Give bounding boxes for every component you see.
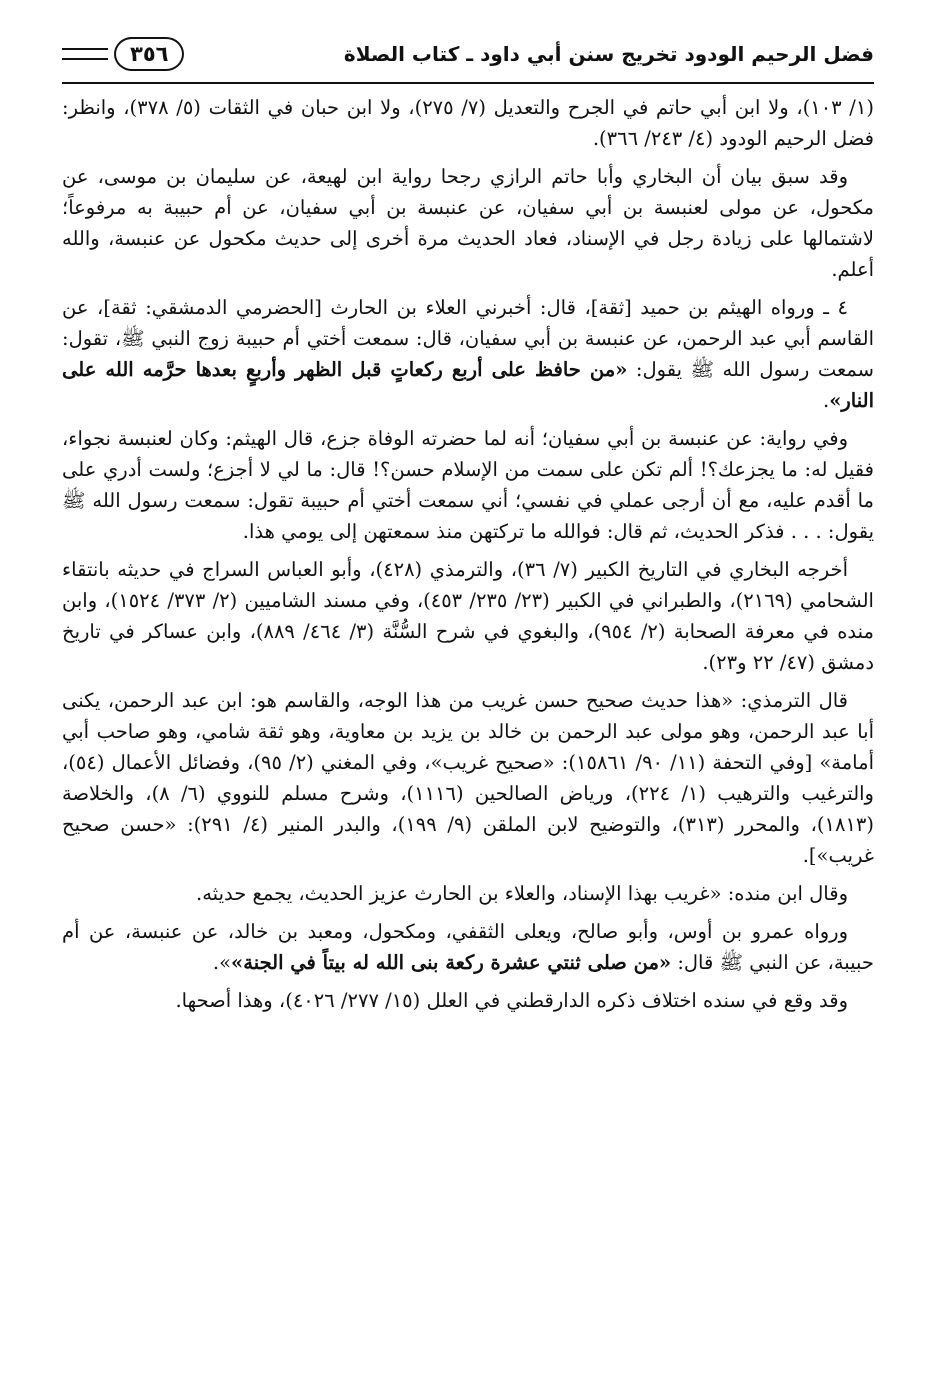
paragraph-text: ».	[212, 951, 232, 974]
hadith-text: «من حافظ على أربع ركعاتٍ قبل الظهر وأربعٍ بعدها حرَّمه الله على النار»	[62, 358, 874, 412]
paragraph	[62, 985, 874, 1016]
paragraph-text: قال الترمذي: «هذا حديث صحيح حسن غريب من هذا الوجه، والقاسم هو: ابن عبد الرحمن، يكنى أبا عبد الرحمن، وهو مولى عبد الرحمن بن خالد بن يزيد بن معاوية، وهو ثقة شامي، وهو صاحب أبي أمامة» [وفي التحفة (١١/ ٩٠/ ١٥٨٦١): «صحيح غريب»، وفي المغني (٢/ ٩٥)، وفضائل الأعمال (٥٤)، والترغيب والترهيب (١/ ٢٢٤)، ورياض الصالحين (١١١٦)، وشرح مسلم للنووي (٦/ ٨)، والخلاصة (١٨١٣)، والمحرر (٣١٣)، والتوضيح لابن الملقن (٩/ ١٩٩)، والبدر المنير (٤/ ٢٩١): «حسن صحيح غريب»].	[62, 689, 875, 867]
paragraph	[62, 423, 874, 547]
page-number: ٣٥٦	[114, 37, 184, 71]
paragraph-text: وقد وقع في سنده اختلاف ذكره الدارقطني في العلل (١٥/ ٢٧٧/ ٤٠٢٦)، وهذا أصحها.	[175, 989, 848, 1012]
running-title: فضل الرحيم الودود تخريج سنن أبي داود ـ كتاب الصلاة	[343, 42, 874, 66]
paragraph-text: .	[823, 389, 830, 412]
page-header	[62, 28, 874, 80]
page-number-ornament	[62, 37, 184, 71]
paragraph	[62, 292, 874, 416]
ornament-lines	[62, 48, 108, 60]
paragraph	[62, 685, 874, 871]
paragraph	[62, 161, 874, 285]
paragraph-text: (١/ ١٠٣)، ولا ابن أبي حاتم في الجرح والتعديل (٧/ ٢٧٥)، ولا ابن حبان في الثقات (٥/ ٣٧٨)، وانظر: فضل الرحيم الودود (٤/ ٢٤٣/ ٣٦٦).	[62, 96, 874, 150]
paragraph-text: وقال ابن منده: «غريب بهذا الإسناد، والعلاء بن الحارث عزيز الحديث، يجمع حديثه.	[196, 882, 848, 905]
paragraph-text: وقد سبق بيان أن البخاري وأبا حاتم الرازي رجحا رواية ابن لهيعة، عن سليمان بن موسى، عن مكحول، عن مولى لعنبسة بن أبي سفيان، عن عنبسة بن أبي سفيان، عن أم حبيبة به مرفوعاً؛ لاشتمالها على زيادة رجل في الإسناد، فعاد الحديث مرة أخرى إلى حديث مكحول عن عنبسة، والله أعلم.	[62, 165, 874, 281]
paragraph	[62, 92, 874, 154]
paragraph	[62, 878, 874, 909]
book-page	[62, 28, 874, 1023]
paragraph	[62, 916, 874, 978]
paragraph	[62, 554, 874, 678]
body-text	[62, 92, 874, 1016]
paragraph-text: وفي رواية: عن عنبسة بن أبي سفيان؛ أنه لما حضرته الوفاة جزع، قال الهيثم: وكان لعنبسة نجواء، فقيل له: ما يجزعك؟! ألم تكن على سمت من الإسلام حسن؟! قال: ما لي لا أجزع؛ ولست أدري على ما أقدم عليه، مع أن أرجى عملي في نفسي؛ أني سمعت أختي أم حبيبة تقول: سمعت رسول الله ﷺ يقول: . . . فذكر الحديث، ثم قال: فوالله ما تركتهن منذ سمعتهن إلى يومي هذا.	[62, 427, 874, 543]
header-rule	[62, 82, 874, 84]
paragraph-text: ورواه عمرو بن أوس، وأبو صالح، ويعلى الثقفي، ومكحول، ومعبد بن خالد، عن عنبسة، عن أم حبيبة، عن النبي ﷺ قال:	[62, 920, 874, 974]
paragraph-text: أخرجه البخاري في التاريخ الكبير (٧/ ٣٦)، والترمذي (٤٢٨)، وأبو العباس السراج في حديثه بانتقاء الشحامي (٢١٦٩)، والطبراني في الكبير (٢٣/ ٢٣٥/ ٤٥٣)، وفي مسند الشاميين (٢/ ٣٧٣/ ١٥٢٤)، وابن منده في معرفة الصحابة (٢/ ٩٥٤)، والبغوي في شرح السُّنَّة (٣/ ٤٦٤/ ٨٨٩)، وابن عساكر في تاريخ دمشق (٤٧/ ٢٢ و٢٣).	[62, 558, 874, 674]
paragraph-text: ٤ ـ ورواه الهيثم بن حميد [ثقة]، قال: أخبرني العلاء بن الحارث [الحضرمي الدمشقي: ثقة]، عن القاسم أبي عبد الرحمن، عن عنبسة بن أبي سفيان، قال: سمعت أختي أم حبيبة زوج النبي ﷺ، تقول: سمعت رسول الله ﷺ يقول:	[62, 296, 874, 381]
hadith-text: «من صلى ثنتي عشرة ركعة بنى الله له بيتاً في الجنة»	[231, 951, 672, 974]
